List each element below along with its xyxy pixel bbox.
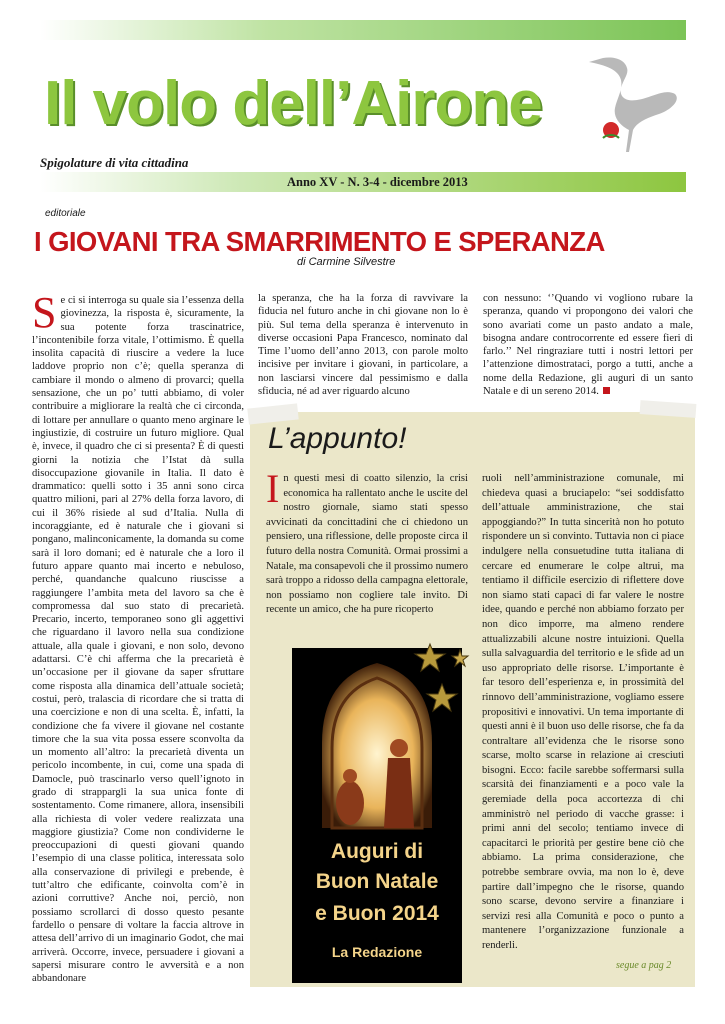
box-text-2: ruoli nell’amministrazione comunale, mi chiedeva quasi a bruciapelo: “sei soddisfatto dell’attuale amministrazione, che stai appoggiando?” In tutta sincerità non ho potuto rispondere un sì convinto. Tuttavia non ci piace indulgere nella consuetudine tutta italiana di cercare ed enumerare le colpe altrui, ma tentiamo il difficile esercizio di riflettere dove non siamo stati capaci di far valere le nostre idee, quando e perché non abbiamo forzato per non dico imporre, ma almeno rendere attualizzabili alcune nostre intuizioni. Quella sulla salvaguardia del territorio e le sfide ad un uso appropriato delle risorse. L’importante è far tesoro dell’esperienza e, in prossimità del rinnovo dell’amministrazione, vogliamo essere propositivi e innovativi. Un tema importante di questi anni è il buon uso delle risorse, che fa da contraltare all’evidenza che le risorse sono scarse, molto scarse in relazione ai cresciuti bisogni. Ecco: facile sarebbe soffermarsi sulla scarsità dei finanziamenti e a poco vale la geremiade della poca accortezza di chi amministrò nel periodo di vacche grasse: i primi anni del secolo; tentiamo invece di capacitarci le priorità per gestire bene ciò che abbiamo. La prima considerazione, che potrebbe sembrare ovvia, ma non lo è, deve partire dall’impegno che le risorse, quando sono scarse, devono servire a finanziare i servizi resi alla Comunità e poco o punto a mantenere l’organizzazione funzionale a renderli.	[482, 473, 684, 951]
continue-note: segue a pag 2	[616, 960, 672, 971]
stars-icon	[412, 640, 472, 720]
article-headline: I GIOVANI TRA SMARRIMENTO E SPERANZA	[34, 226, 605, 257]
article-text-2: la speranza, che ha la forza di ravvivare la fiducia nel futuro anche in chi giovane non lo è più. Sul tema della speranza è intervenuto in diverse occasioni Papa Francesco, nominato dal Time l’uomo dell’anno 2013, con parole molto incisive per invitare i giovani, in particolare, a non lasciarsi vincere dal pessimismo e dalla sfiducia, né ad aver riguardo alcuno	[258, 293, 468, 398]
article-column-3	[483, 292, 693, 398]
article-byline: di Carmine Silvestre	[297, 256, 396, 268]
section-label: editoriale	[45, 208, 86, 219]
box-drop-cap: I	[266, 466, 280, 511]
tagline: Spigolature di vita cittadina	[40, 155, 189, 170]
end-mark-icon	[603, 387, 610, 394]
issue-bar	[40, 172, 686, 192]
greeting-line-1: Auguri di	[330, 840, 424, 863]
greeting-signature: La Redazione	[331, 944, 423, 960]
box-column-1	[266, 466, 468, 618]
top-green-bar	[40, 20, 686, 40]
masthead-title: Il volo dell’Airone	[44, 69, 542, 138]
drop-cap: S	[32, 288, 57, 337]
issue-info: Anno XV - N. 3-4 - dicembre 2013	[287, 175, 468, 189]
heron-logo-icon	[585, 50, 685, 155]
box-column-2	[482, 472, 684, 954]
box-title: L’appunto!	[268, 422, 407, 455]
greeting-line-3: e Buon 2014	[315, 902, 439, 925]
greeting-line-2: Buon Natale	[315, 870, 439, 893]
article-text-3: con nessuno: ‘’Quando vi vogliono rubare la speranza, quando vi propongono dei valori che sono avariati come un pasto andato a male, bisogna andare controcorrente ed essere fieri di farlo.’’ Nel ringraziare tutti i nostri lettori per l’attenzione dimostrataci, porgo a tutti, anche a nome della Redazione, gli auguri di un santo Natale e di un sereno 2014.	[483, 293, 693, 398]
article-column-1	[32, 288, 244, 985]
box-text-1: n questi mesi di coatto silenzio, la crisi economica ha rallentato anche le uscite del nostro giornale, siamo stati spesso avvicinati da concittadini che ci chiedono un pensiero, una riflessione, delle proposte circa il futuro della nostra Comunità. Ormai prossimi a Natale, ma consapevoli che il prossimo numero sarà troppo a ridosso della campagna elettorale, non possiamo non cogliere tale invito. Di recente un amico, che ha pure ricoperto	[266, 473, 468, 616]
article-text-1: e ci si interroga su quale sia l’essenza della giovinezza, la risposta è, sicuramente, la sua potente forza trascinatrice, l’incontenibile forza vitale, l’ottimismo. È quella insolita capacità di riuscire a vedere la luce laddove proprio non c’è; quella speranza di cambiare il mondo o almeno di provarci; quella sensazione, che un po’ tutti abbiamo, di voler contribuire a migliorare la realtà che ci circonda, di lottare per annullare o quanto meno arginare le ingiustizie, di costruire un futuro migliore. Qual è, invece, il quadro che ci si presenta? È di questi giorni la notizia che l’Istat dà sulla disoccupazione giovanile in Italia. Il dato è drammatico: quelli sotto i 35 anni sono circa quattro milioni, pari al 27% della forza lavoro, di cui il 36% risiede al sud d’Italia. Nulla di incoraggiante, ed è naturale che i giovani si pongano, malinconicamente, la domanda su come sarà il loro domani; ed è naturale che a loro il futuro appare quanto mai incerto e nebuloso, perché, quandanche qualcuno riuscisse a raggiungere l’ambita meta del lavoro sa che è compromessa dal suo stato di precarietà. Precario, incerto, temporaneo sono gli aggettivi che riguardano il lavoro nella sua condizione attuale, alla quale i giovani, e non solo, devono adattarsi. C’è chi afferma che la precarietà è un’occasione per il giovane da saper sfruttare come risposta alla dinamica dell’attuale società; costui, però, tralascia di ricordare che si tratta di una coercizione e non di una scelta. È, infatti, la condizione che fa vivere il giovane nel costante timore che la sua vita possa essere sconvolta da un momento all’altro: la precarietà diventa un pericolo incombente, in cui, come una spada di Damocle, può trascinarlo verso quell’ignoto in grado di strappargli la sua unica fonte di sostentamento. Come rimanere, allora, insensibili alla richiesta di voler vedere realizzata una maggiore giustizia? Come non condividerne le preoccupazioni di questi giovani quando l’esempio di una classe politica, interessata solo alla conservazione di privilegi e prebende, è tutt’altro che edificante, coinvolta com’è in azioni corruttive? Anche noi, perciò, non possiamo scrollarci di dosso questo pesante fardello o pensare di voltare la faccia altrove in attesa dell’arrivo di un imaginario Godot, che mai arriverà. Occorre, invece, persuadere i giovani a sapersi misurare contro le avversità e a non abbandonare	[32, 295, 244, 985]
article-column-2	[258, 292, 468, 398]
